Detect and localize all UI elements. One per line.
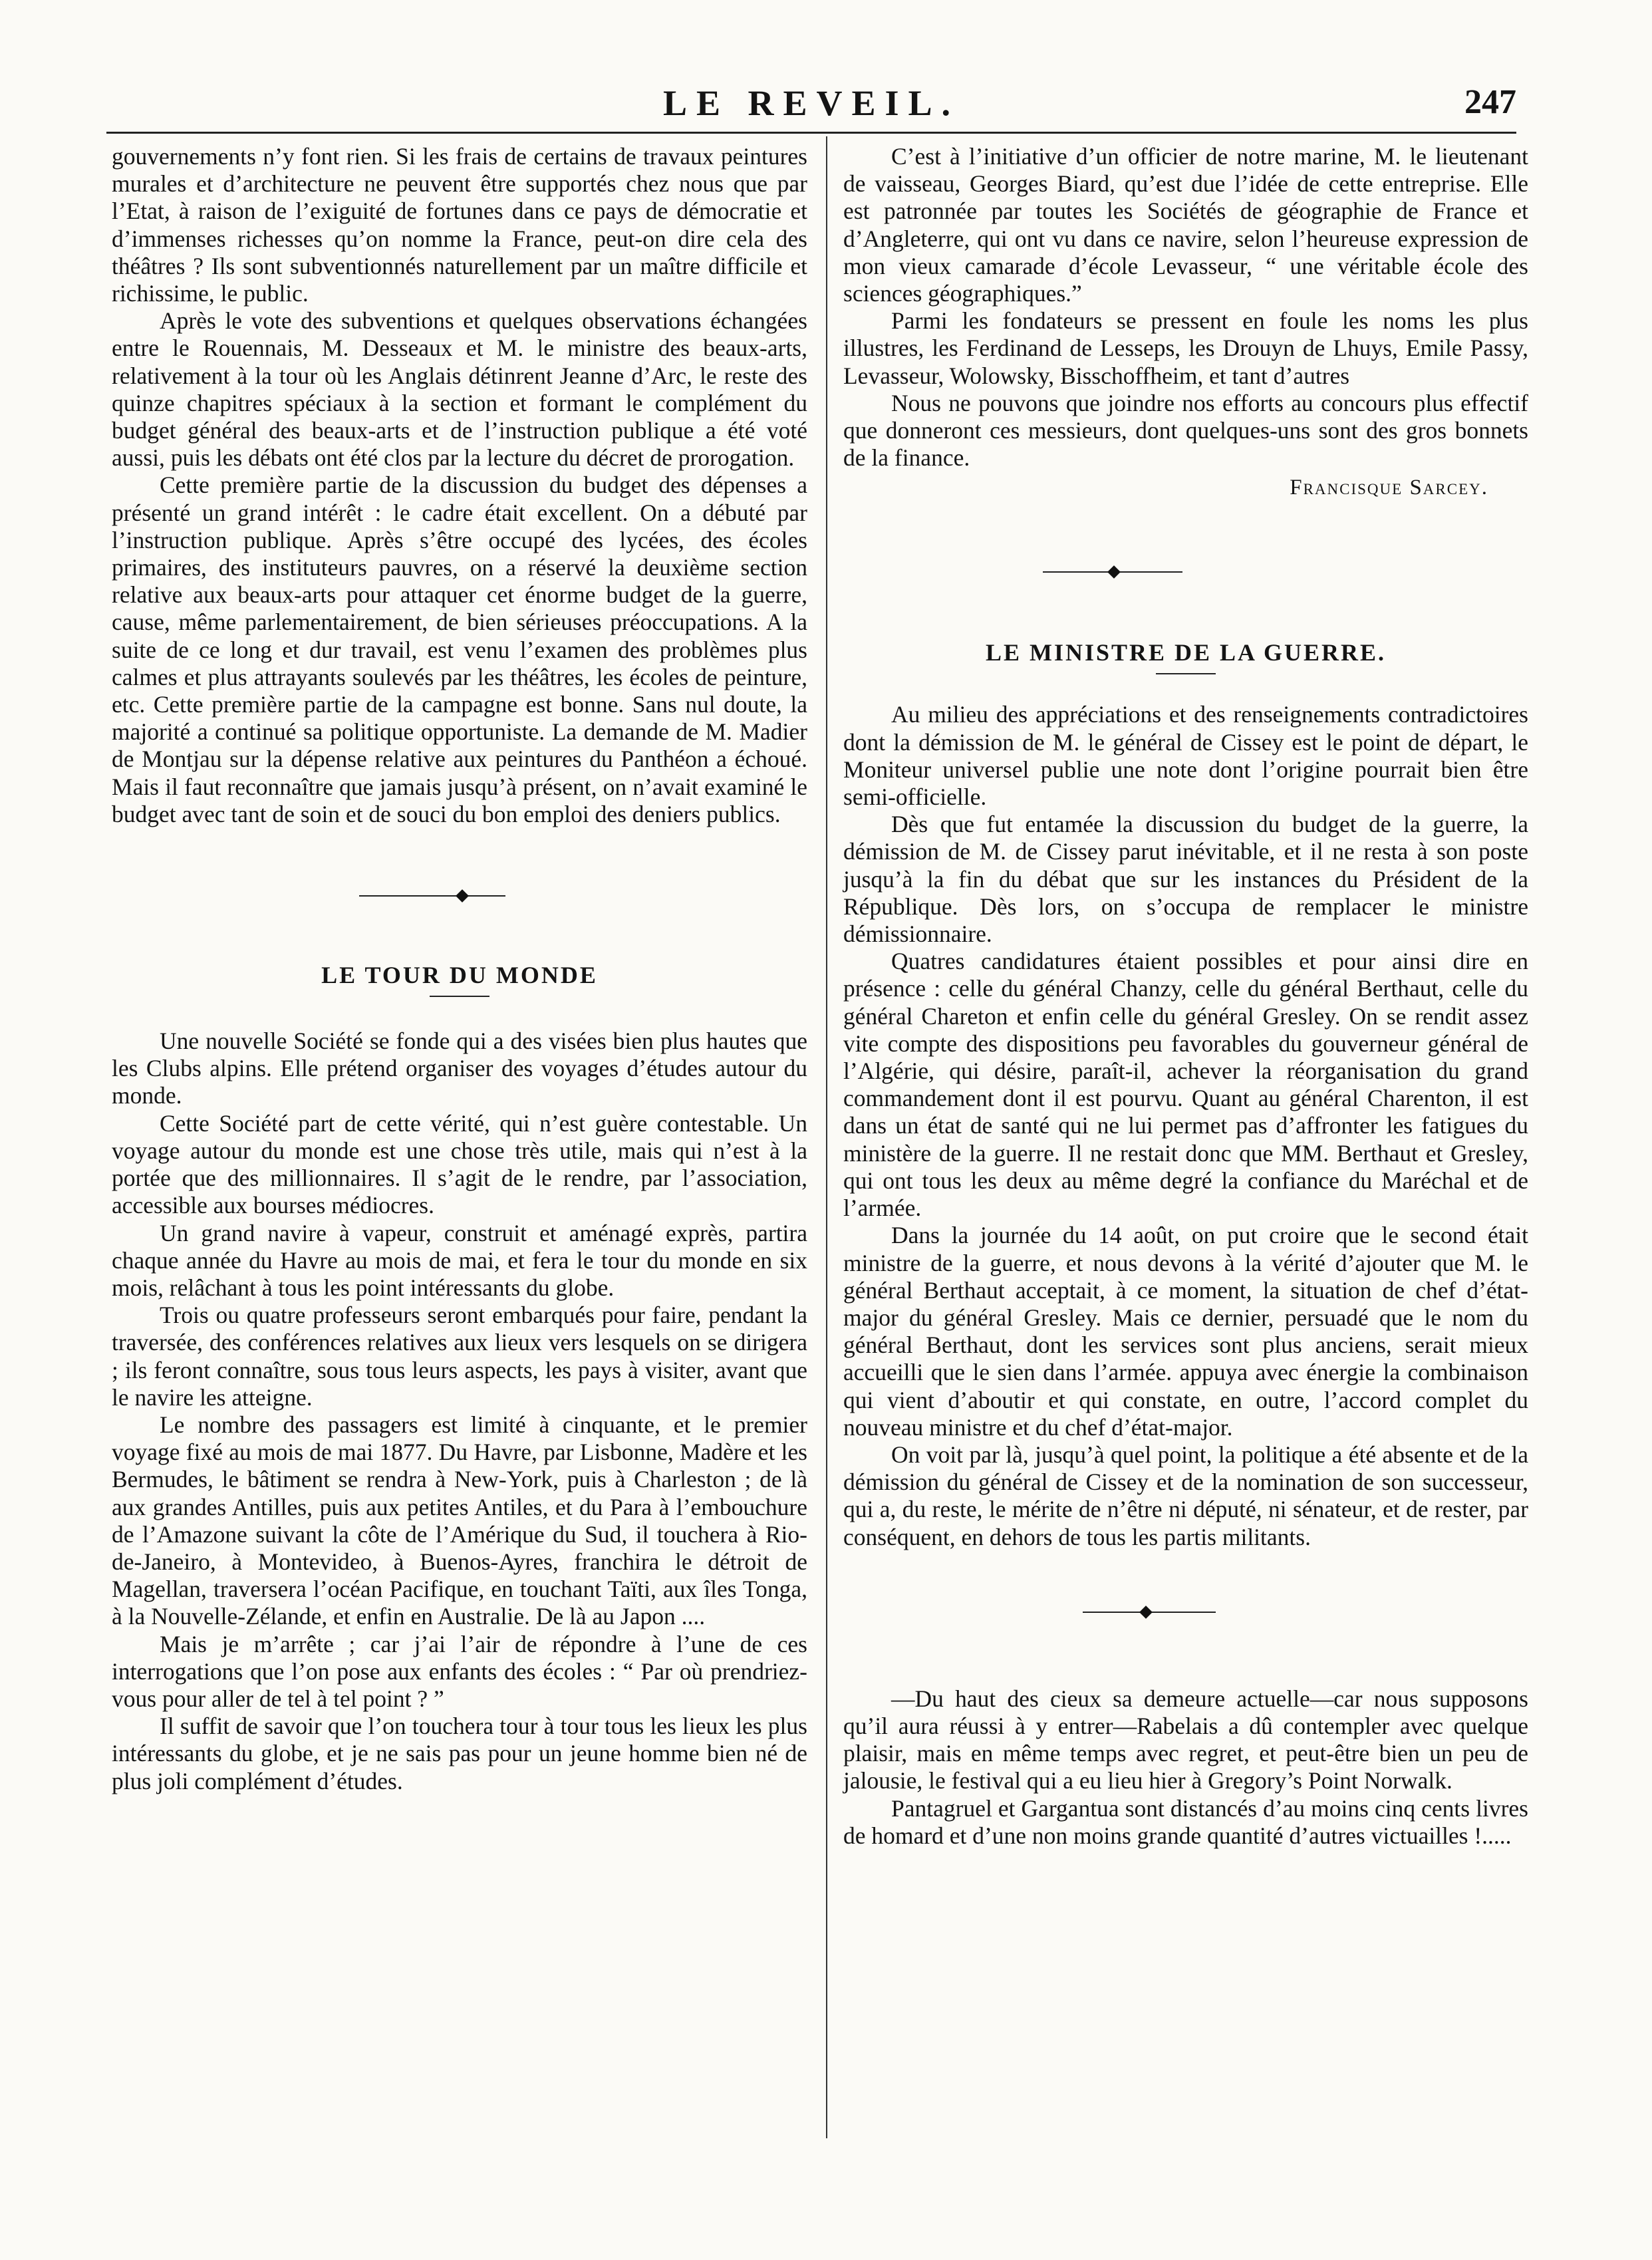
header-rule xyxy=(106,132,1516,134)
article-paragraph: Au milieu des appréciations et des renseignements contradictoires dont la démission de M. le général de Cissey est le point de départ, le Moniteur universel publie une note dont l’origine pourrait bien être semi-officielle. xyxy=(843,701,1528,811)
article-paragraph: C’est à l’initiative d’un officier de notre marine, M. le lieutenant de vaisseau, Georges Biard, qu’est due l’idée de cette entreprise. Elle est patronnée par toutes les Sociétés de géographie de France et d’Angleterre, qui ont vu dans ce navire, selon l’heureuse expression de mon vieux camarade d’école Levasseur, “ une véritable école des sciences géographiques.” xyxy=(843,143,1528,307)
article-paragraph: Quatres candidatures étaient possibles et pour ainsi dire en présence : celle du général Chanzy, celle du général Berthaut, celle du général Chareton et enfin celle du général Gresley. On se rendit assez vite compte des dispositions peu favorables du gouverneur général de l’Algérie, qui désire, paraît-il, achever la réorganisation du grand commandement dont il est pourvu. Quant au général Charenton, il est dans un état de santé qui ne lui permet pas d’affronter les fatigues du ministère de la guerre. Il ne restait donc que MM. Berthaut et Gresley, qui ont tous les deux au même degré la confiance du Maréchal et de l’armée. xyxy=(843,948,1528,1222)
ornament-diamond-icon xyxy=(1139,1606,1153,1619)
section-title-tour-du-monde: LE TOUR DU MONDE xyxy=(321,962,598,989)
article-paragraph: Trois ou quatre professeurs seront embarqués pour faire, pendant la traversée, des conférences relatives aux lieux vers lesquels on se dirigera ; ils feront connaître, sous tous leurs aspects, les pays à visiter, avant que le navire les atteigne. xyxy=(112,1302,807,1411)
article-paragraph: Nous ne pouvons que joindre nos efforts au concours plus effectif que donneront ces messieurs, dont quelques-uns sont des gros bonnets de la finance. xyxy=(843,389,1528,472)
article-paragraph: Le nombre des passagers est limité à cinquante, et le premier voyage fixé au mois de mai 1877. Du Havre, par Lisbonne, Madère et les Bermudes, le bâtiment se rendra à New-York, puis à Charleston ; de là aux grandes Antilles, puis aux petites Antiles, et du Para à l’embouchure de l’Amazone suivant la côte de l’Amérique du Sud, il touchera à Rio-de-Janeiro, à Montevideo, à Buenos-Ayres, franchira le détroit de Magellan, traversera l’océan Pacifique, en touchant Taïti, aux îles Tonga, à la Nouvelle-Zélande, et enfin en Australie. De là au Japon .... xyxy=(112,1411,807,1630)
article-paragraph: Cette Société part de cette vérité, qui n’est guère contestable. Un voyage autour du monde est une chose très utile, mais qui n’est à la portée que des millionnaires. Il s’agit de le rendre, par l’association, accessible aux bourses médiocres. xyxy=(112,1109,807,1219)
article-paragraph: Après le vote des subventions et quelques observations échangées entre le Rouennais, M. Desseaux et M. le ministre des beaux-arts, relativement à la tour où les Anglais détinrent Jeanne d’Arc, le reste des quinze chapitres spéciaux à la section et formant le complément du budget général des beaux-arts et de l’instruction publique a été voté aussi, puis les débats ont été clos par la lecture du décret de prorogation. xyxy=(112,307,807,472)
column-divider xyxy=(826,136,827,2138)
section-ornament xyxy=(843,1604,1528,1620)
masthead-title: LE REVEIL. xyxy=(662,83,960,123)
section-ornament xyxy=(843,564,1528,580)
ornament-diamond-icon xyxy=(1107,566,1121,579)
page-number: 247 xyxy=(1464,83,1516,121)
article-paragraph: Pantagruel et Gargantua sont distancés d’au moins cinq cents livres de homard et d’une non moins grande quantité d’autres victuailles !..... xyxy=(843,1794,1528,1849)
article-paragraph: On voit par là, jusqu’à quel point, la politique a été absente et de la démission du général de Cissey et de la nomination de son successeur, qui a, du reste, le mérite de n’être ni député, ni sénateur, et de rester, par conséquent, en dehors de tous les partis militants. xyxy=(843,1441,1528,1550)
left-column xyxy=(112,143,807,1795)
article-paragraph: Une nouvelle Société se fonde qui a des visées bien plus hautes que les Clubs alpins. Elle prétend organiser des voyages d’études autour du monde. xyxy=(112,1028,807,1109)
section-ornament xyxy=(112,888,807,904)
article-paragraph: Un grand navire à vapeur, construit et aménagé exprès, partira chaque année du Havre au mois de mai, et fera le tour du monde en six mois, relâchant à tous les point intéressants du globe. xyxy=(112,1219,807,1301)
page-header xyxy=(106,73,1516,126)
article-paragraph: gouvernements n’y font rien. Si les frais de certains de travaux peintures murales et d’architecture ne peuvent être supportés chez nous que par l’Etat, à raison de l’exiguité de fortunes dans ce pays de démocratie et d’immenses richesses qu’on nomme la France, peut-on dire cela des théâtres ? Ils sont subventionnés naturellement par un maître difficile et richissime, le public. xyxy=(112,143,807,307)
article-paragraph: Dès que fut entamée la discussion du budget de la guerre, la démission de M. de Cissey parut inévitable, et il ne resta à son poste jusqu’à la fin du débat que sur les instances du Président de la République. Dès lors, on s’occupa de remplacer le ministre démissionnaire. xyxy=(843,811,1528,948)
article-paragraph: —Du haut des cieux sa demeure actuelle—car nous supposons qu’il aura réussi à y entrer—Rabelais a dû contempler avec quelque plaisir, mais en même temps avec regret, et peut-être bien un peu de jalousie, le festival qui a eu lieu hier à Gregory’s Point Norwalk. xyxy=(843,1685,1528,1794)
article-paragraph: Cette première partie de la discussion du budget des dépenses a présenté un grand intérêt : le cadre était excellent. On a débuté par l’instruction publique. Après s’être occupé des lycées, des écoles primaires, des instituteurs pauvres, on a réservé la deuxième section relative aux beaux-arts pour attaquer cet énorme budget de la guerre, cause, même parlementairement, de bien sérieuses préoccupations. A la suite de ce long et dur travail, est venu l’examen des problèmes plus calmes et plus attrayants soulevés par les théâtres, les écoles de peinture, etc. Cette première partie de la campagne est bonne. Sans nul doute, la majorité a continué sa politique opportuniste. La demande de M. Madier de Montjau sur la dépense relative aux peintures du Panthéon a échoué. Mais il faut reconnaître que jamais jusqu’à présent, on n’avait examiné le budget avec tant de soin et de souci du bon emploi des deniers publics. xyxy=(112,472,807,827)
article-paragraph: Mais je m’arrête ; car j’ai l’air de répondre à l’une de ces interrogations que l’on pose aux enfants des écoles : “ Par où prendriez-vous pour aller de tel à tel point ? ” xyxy=(112,1630,807,1712)
right-column xyxy=(843,143,1528,1850)
section-title-ministre-guerre: LE MINISTRE DE LA GUERRE. xyxy=(985,639,1387,666)
author-signature: Francisque Sarcey. xyxy=(1290,476,1488,500)
ornament-diamond-icon xyxy=(456,889,469,903)
article-paragraph: Parmi les fondateurs se pressent en foule les noms les plus illustres, les Ferdinand de Lesseps, les Drouyn de Lhuys, Emile Passy, Levasseur, Wolowsky, Bisschoffheim, et tant d’autres xyxy=(843,307,1528,389)
article-paragraph: Il suffit de savoir que l’on touchera tour à tour tous les lieux les plus intéressants du globe, et je ne sais pas pour un jeune homme bien né de plus joli complément d’études. xyxy=(112,1713,807,1794)
article-paragraph: Dans la journée du 14 août, on put croire que le second était ministre de la guerre, et nous devons à la vérité d’ajouter que M. le général Berthaut acceptait, à ce moment, la situation de chef d’état-major du général Gresley. Mais ce dernier, persuadé que le nom du général Berthaut, dont les services sont plus anciens, serait mieux accueilli que le sien dans l’armée. appuya avec énergie la combinaison qui vient d’aboutir et qui constate, en outre, l’accord complet du nouveau ministre et du chef d’état-major. xyxy=(843,1222,1528,1441)
